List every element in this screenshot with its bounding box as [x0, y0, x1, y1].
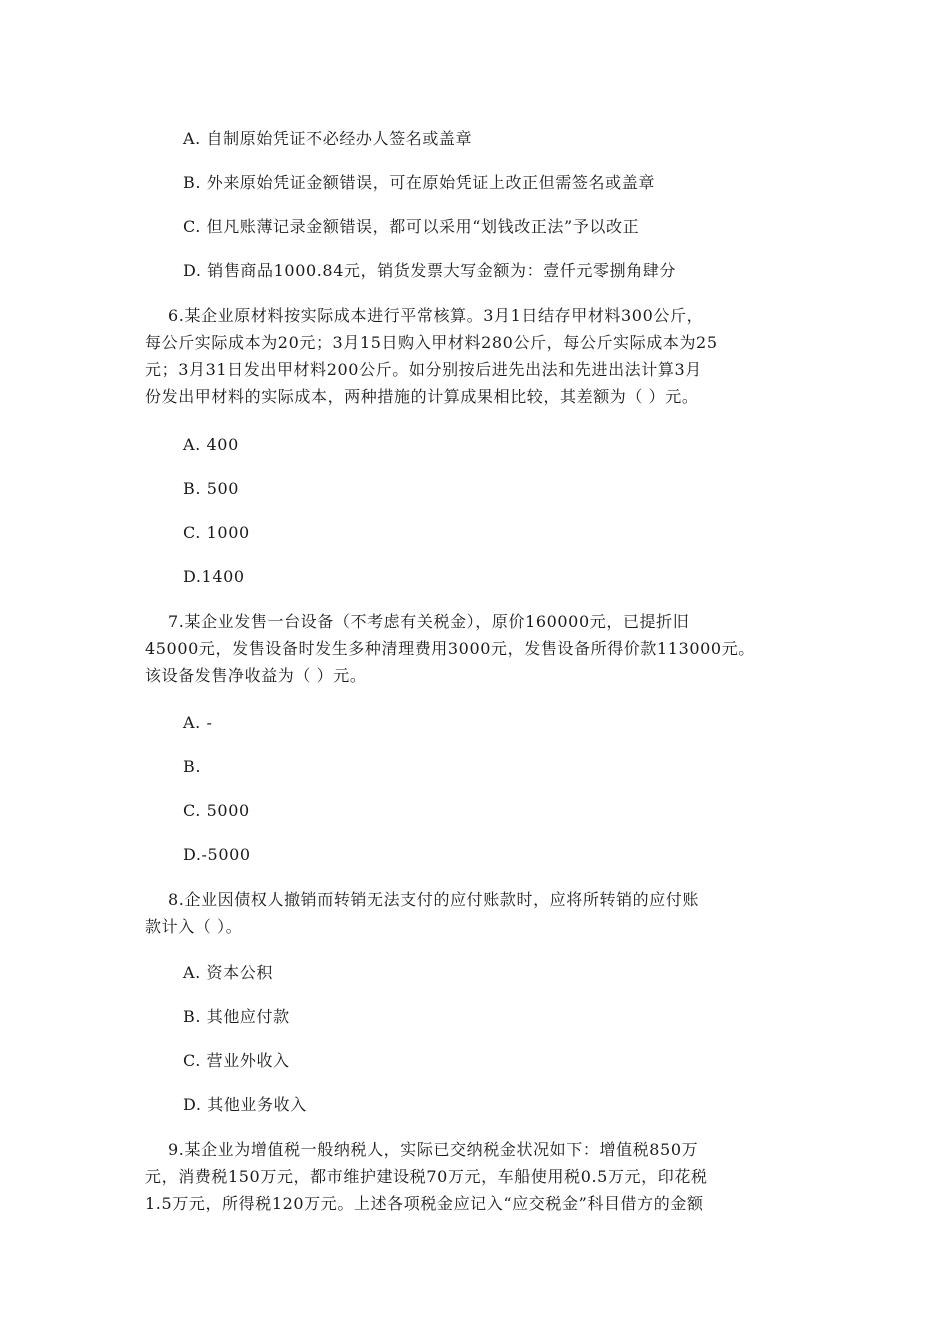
- q6-option-a: A. 400: [183, 435, 239, 454]
- q8-text-line-1: 8.企业因债权人撤销而转销无法支付的应付账款时，应将所转销的应付账: [168, 890, 700, 909]
- q8-option-b: B. 其他应付款: [183, 1007, 290, 1026]
- q9-text-line-1: 9.某企业为增值税一般纳税人，实际已交纳税金状况如下：增值税850万: [168, 1140, 699, 1159]
- q7-text-line-2: 45000元，发售设备时发生多种清理费用3000元，发售设备所得价款113000元。: [145, 639, 755, 658]
- q7-text-line-1: 7.某企业发售一台设备（不考虑有关税金），原价160000元，已提折旧: [168, 612, 690, 631]
- q6-text-line-2: 每公斤实际成本为20元；3月15日购入甲材料280公斤，每公斤实际成本为25: [145, 333, 718, 352]
- q6-option-d: D.1400: [183, 567, 245, 586]
- q7-option-c: C. 5000: [183, 801, 250, 820]
- q5-option-a: A. 自制原始凭证不必经办人签名或盖章: [183, 129, 473, 148]
- q9-text-line-2: 元，消费税150万元，都市维护建设税70万元，车船使用税0.5万元，印花税: [145, 1167, 708, 1186]
- q9-text-line-3: 1.5万元，所得税120万元。上述各项税金应记入“应交税金”科目借方的金额: [145, 1194, 704, 1213]
- q6-text-line-3: 元；3月31日发出甲材料200公斤。如分别按后进先出法和先进出法计算3月: [145, 360, 702, 379]
- q7-option-d: D.-5000: [183, 845, 251, 864]
- q8-option-a: A. 资本公积: [183, 963, 273, 982]
- q7-text-line-3: 该设备发售净收益为（ ）元。: [145, 666, 367, 685]
- q6-option-c: C. 1000: [183, 523, 250, 542]
- q5-option-b: B. 外来原始凭证金额错误，可在原始凭证上改正但需签名或盖章: [183, 173, 655, 192]
- q6-text-line-4: 份发出甲材料的实际成本，两种措施的计算成果相比较，其差额为（ ）元。: [145, 387, 699, 406]
- q5-option-c: C. 但凡账薄记录金额错误，都可以采用“划钱改正法”予以改正: [183, 217, 640, 236]
- q7-option-a: A. -: [183, 713, 213, 732]
- q8-text-line-2: 款计入（ ）。: [145, 917, 243, 936]
- q6-option-b: B. 500: [183, 479, 240, 498]
- q8-option-d: D. 其他业务收入: [183, 1095, 307, 1114]
- q8-option-c: C. 营业外收入: [183, 1051, 290, 1070]
- q6-text-line-1: 6.某企业原材料按实际成本进行平常核算。3月1日结存甲材料300公斤，: [168, 306, 704, 325]
- q7-option-b: B.: [183, 757, 202, 776]
- q5-option-d: D. 销售商品1000.84元，销货发票大写金额为：壹仟元零捌角肆分: [183, 261, 676, 280]
